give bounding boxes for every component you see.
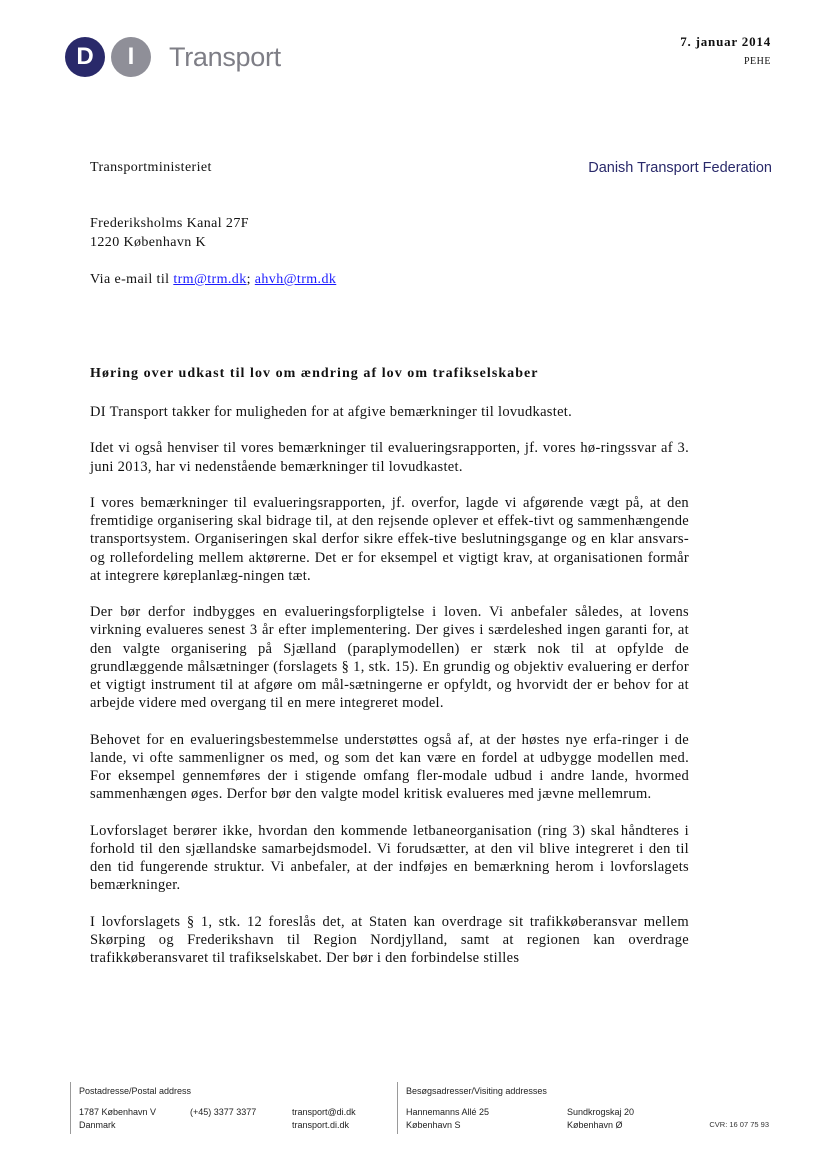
footer-phone: (+45) 3377 3377 <box>190 1107 257 1117</box>
recipient-city: 1220 København K <box>90 235 207 250</box>
postal-line-2: Danmark <box>79 1120 116 1130</box>
postal-line-1: 1787 København V <box>79 1107 157 1117</box>
cvr-number: CVR: 16 07 75 93 <box>709 1120 769 1129</box>
footer-contact <box>292 1106 356 1132</box>
visit1-line-1: Hannemanns Allé 25 <box>406 1107 490 1117</box>
body-paragraph: DI Transport takker for muligheden for at afgive bemærkninger til lovudkastet. <box>90 404 573 420</box>
footer-website[interactable]: transport.di.dk <box>292 1120 350 1130</box>
body-paragraph: Idet vi også henviser til vores bemærkninger til evalueringsrapporten, jf. vores hø-ringssvar af 3. juni 2013, har vi nedenstående bemærkninger til lovudkastet. <box>90 440 689 475</box>
visiting-address-heading: Besøgsadresser/Visiting addresses <box>406 1086 547 1096</box>
email-link-trm[interactable]: trm@trm.dk <box>173 272 247 287</box>
body-paragraph: I vores bemærkninger til evalueringsrapporten, jf. overfor, lagde vi afgørende vægt på, at den fremtidige organisering skal bidrage til, at den rejsende oplever et effek-tivt og sammenhængende transportsystem. Organiseringen skal derfor sikre effek-tive beslutningsgange og en klar ansvars- og rollefordeling mellem aktørerne. Det er for eksempel et vigtigt krav, at organisationen formår at integrere køreplanlæg-ningen tæt. <box>90 494 689 584</box>
email-line <box>90 272 336 288</box>
visit1-line-2: København S <box>406 1120 461 1130</box>
di-transport-logo <box>65 36 281 78</box>
body-paragraph: Lovforslaget berører ikke, hvordan den kommende letbaneorganisation (ring 3) skal håndteres i forhold til den sjællandske samarbejdsmodel. Vi forudsætter, at den vil blive integreret i den til den tid fungerende struktur. Vi anbefaler, at der indføjes en bemærkning herom i lovforslagets bemærkninger. <box>90 822 689 894</box>
logo-d-circle: D <box>65 37 105 77</box>
body-paragraph: I lovforslagets § 1, stk. 12 foreslås det, at Staten kan overdrage sit trafikkøberansvar mellem Skørping og Frederikshavn til Region Nordjylland, samt at regionen kan overdrage trafikkøberansvaret til trafikselskabet. Der bør i den forbindelse stilles <box>90 913 689 966</box>
author-initials: PEHE <box>744 56 771 67</box>
footer-divider-left <box>70 1082 71 1134</box>
visit2-line-2: København Ø <box>567 1120 623 1130</box>
recipient-name: Transportministeriet <box>90 160 212 175</box>
recipient-street: Frederiksholms Kanal 27F <box>90 216 249 231</box>
letter-date: 7. januar 2014 <box>680 34 771 49</box>
visiting-address-1 <box>406 1106 489 1132</box>
body-paragraph: Behovet for en evalueringsbestemmelse understøttes også af, at der høstes nye erfa-ringer i de lande, vi ofte sammenligner os med, og som det kan være en fordel at udbygge modellen med. For eksempel gennemføres der i stigende omfang fler-modale udbud i andre lande, hvormed sammenhængen øges. Derfor bør den valgte model kritisk evalueres med jævne mellemrum. <box>90 731 689 803</box>
footer-email[interactable]: transport@di.dk <box>292 1107 356 1117</box>
email-link-ahvh[interactable]: ahvh@trm.dk <box>254 272 337 287</box>
logo-i-circle: I <box>111 37 151 77</box>
email-separator: ; <box>246 272 255 287</box>
via-email-prefix: Via e-mail til <box>90 272 174 287</box>
letter-subject: Høring over udkast til lov om ændring af lov om trafikselskaber <box>90 366 539 381</box>
letter-body <box>90 403 689 985</box>
logo-text: Transport <box>169 41 281 72</box>
visit2-line-1: Sundkrogskaj 20 <box>567 1107 635 1117</box>
federation-name: Danish Transport Federation <box>588 160 772 176</box>
footer-divider-mid <box>397 1082 398 1134</box>
postal-address <box>79 1106 156 1132</box>
postal-address-heading: Postadresse/Postal address <box>79 1086 192 1096</box>
visiting-address-2 <box>567 1106 634 1132</box>
body-paragraph: Der bør derfor indbygges en evalueringsforpligtelse i loven. Vi anbefaler således, at lovens virkning evalueres senest 3 år efter implementering. Der gives i særdeleshed ingen garanti for, at den valgte organisering på Sjælland (paraplymodellen) er stærk nok til at opfylde de grundlæggende målsætninger (forslagets § 1, stk. 15). En grundig og objektiv evaluering er derfor et vigtigt instrument til at afgøre om mål-sætningerne er opfyldt, og hvorvidt der er behov for at arbejde videre med overgang til en mere integreret model. <box>90 604 689 712</box>
